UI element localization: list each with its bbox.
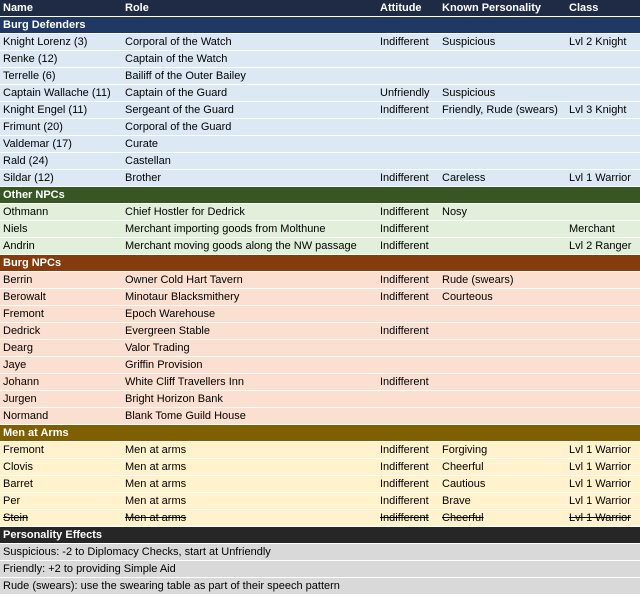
cell-personality[interactable] — [439, 357, 566, 373]
cell-name[interactable]: Othmann — [3, 206, 49, 218]
cell-name[interactable]: Rald (24) — [3, 155, 49, 167]
cell-name[interactable]: Knight Engel (11) — [3, 104, 88, 116]
cell-personality[interactable]: Friendly, Rude (swears) — [442, 104, 558, 116]
cell-role[interactable]: Curate — [125, 138, 159, 150]
cell-attitude[interactable]: Indifferent — [380, 478, 429, 490]
table-row-struck-through — [0, 510, 640, 527]
cell-role[interactable]: Bailiff of the Outer Bailey — [125, 70, 246, 82]
cell-personality[interactable]: Nosy — [442, 206, 468, 218]
cell-name[interactable]: Dearg — [3, 342, 33, 354]
cell-role[interactable]: Captain of the Watch — [125, 53, 228, 65]
cell-name[interactable]: Berowalt — [3, 291, 46, 303]
table-row — [0, 85, 640, 102]
table-row — [0, 68, 640, 85]
cell-role[interactable]: Blank Tome Guild House — [125, 410, 246, 422]
cell-attitude[interactable]: Indifferent — [380, 36, 429, 48]
cell-attitude[interactable]: Indifferent — [380, 291, 429, 303]
cell-name[interactable]: Dedrick — [3, 325, 41, 337]
cell-personality[interactable] — [439, 119, 566, 135]
cell-class[interactable] — [566, 136, 640, 152]
cell-personality[interactable]: Brave — [442, 495, 471, 507]
cell-attitude[interactable]: Indifferent — [380, 104, 429, 116]
cell-class[interactable]: Lvl 2 Ranger — [569, 240, 632, 252]
cell-class[interactable] — [566, 340, 640, 356]
cell-attitude[interactable] — [377, 357, 439, 373]
table-row — [0, 289, 640, 306]
cell-role[interactable]: Merchant moving goods along the NW passage — [125, 240, 357, 252]
cell-attitude[interactable] — [377, 391, 439, 407]
table-row — [0, 442, 640, 459]
cell-attitude[interactable] — [377, 51, 439, 67]
note-row — [0, 578, 640, 595]
cell-personality[interactable] — [439, 374, 566, 390]
cell-attitude[interactable]: Indifferent — [380, 206, 429, 218]
cell-class[interactable] — [566, 357, 640, 373]
cell-personality[interactable]: Suspicious — [442, 36, 496, 48]
table-row — [0, 170, 640, 187]
section-title[interactable]: Other NPCs — [3, 189, 65, 201]
cell-class[interactable]: Lvl 1 Warrior — [569, 495, 631, 507]
cell-class[interactable] — [566, 374, 640, 390]
cell-attitude[interactable] — [377, 68, 439, 84]
cell-name[interactable]: Fremont — [3, 308, 44, 320]
table-row — [0, 374, 640, 391]
cell-class[interactable]: Lvl 2 Knight — [569, 36, 627, 48]
cell-class[interactable]: Lvl 1 Warrior — [569, 478, 631, 490]
header-row — [0, 0, 640, 17]
table-row — [0, 408, 640, 425]
cell-role[interactable]: Valor Trading — [125, 342, 190, 354]
cell-role[interactable]: Men at arms — [125, 444, 187, 456]
cell-role[interactable]: Sergeant of the Guard — [125, 104, 234, 116]
cell-role[interactable]: Men at arms — [125, 461, 187, 473]
cell-class[interactable] — [566, 119, 640, 135]
cell-attitude[interactable]: Indifferent — [380, 223, 429, 235]
cell-personality[interactable] — [439, 238, 566, 254]
cell-personality[interactable] — [439, 153, 566, 169]
cell-personality[interactable] — [439, 408, 566, 424]
cell-name[interactable]: Niels — [3, 223, 28, 235]
cell-name[interactable]: Stein — [3, 512, 29, 524]
cell-name[interactable]: Terrelle (6) — [3, 70, 56, 82]
section-other-npcs — [0, 187, 640, 204]
note-row — [0, 544, 640, 561]
table-row — [0, 340, 640, 357]
cell-name[interactable]: Sildar (12) — [3, 172, 54, 184]
cell-name[interactable]: Clovis — [3, 461, 33, 473]
header-attitude[interactable]: Attitude — [380, 2, 422, 14]
section-men-at-arms — [0, 425, 640, 442]
cell-class[interactable]: Lvl 3 Knight — [569, 104, 627, 116]
cell-attitude[interactable] — [377, 408, 439, 424]
section-title[interactable]: Burg Defenders — [3, 19, 86, 31]
table-row — [0, 204, 640, 221]
cell-role[interactable]: Men at arms — [125, 495, 187, 507]
cell-personality[interactable]: Careless — [442, 172, 486, 184]
cell-class[interactable] — [566, 85, 640, 101]
cell-name[interactable]: Valdemar (17) — [3, 138, 72, 150]
cell-role[interactable]: Chief Hostler for Dedrick — [125, 206, 245, 218]
cell-attitude[interactable] — [377, 153, 439, 169]
section-personality-effects — [0, 527, 640, 544]
cell-name[interactable]: Berrin — [3, 274, 33, 286]
cell-role[interactable]: White Cliff Travellers Inn — [125, 376, 245, 388]
section-burg-defenders — [0, 17, 640, 34]
section-burg-npcs — [0, 255, 640, 272]
note-row — [0, 561, 640, 578]
table-row — [0, 221, 640, 238]
cell-role[interactable]: Brother — [125, 172, 162, 184]
cell-personality[interactable]: Courteous — [442, 291, 493, 303]
table-row — [0, 34, 640, 51]
cell-personality[interactable] — [439, 51, 566, 67]
table-row — [0, 272, 640, 289]
cell-attitude[interactable]: Indifferent — [380, 325, 429, 337]
cell-role[interactable]: Evergreen Stable — [125, 325, 210, 337]
cell-role[interactable]: Owner Cold Hart Tavern — [125, 274, 243, 286]
cell-name[interactable]: Jurgen — [3, 393, 37, 405]
table-row — [0, 306, 640, 323]
table-row — [0, 153, 640, 170]
cell-name[interactable]: Barret — [3, 478, 33, 490]
table-row — [0, 136, 640, 153]
cell-personality[interactable]: Cheerful — [442, 461, 484, 473]
cell-personality[interactable]: Cautious — [442, 478, 486, 490]
cell-name[interactable]: Fremont — [3, 444, 44, 456]
cell-name[interactable]: Knight Lorenz (3) — [3, 36, 88, 48]
cell-role[interactable]: Merchant importing goods from Molthune — [125, 223, 326, 235]
table-row — [0, 51, 640, 68]
cell-personality[interactable] — [439, 340, 566, 356]
cell-class[interactable]: Lvl 1 Warrior — [569, 461, 631, 473]
cell-attitude[interactable]: Indifferent — [380, 172, 429, 184]
table-row — [0, 323, 640, 340]
cell-personality[interactable] — [439, 323, 566, 339]
cell-role[interactable]: Captain of the Guard — [125, 87, 228, 99]
table-row — [0, 391, 640, 408]
cell-class[interactable] — [566, 408, 640, 424]
cell-class[interactable] — [566, 51, 640, 67]
cell-personality[interactable]: Rude (swears) — [442, 274, 514, 286]
cell-attitude[interactable]: Indifferent — [380, 376, 429, 388]
header-role[interactable]: Role — [125, 2, 149, 14]
table-row — [0, 476, 640, 493]
cell-role[interactable]: Bright Horizon Bank — [125, 393, 223, 405]
section-title[interactable]: Men at Arms — [3, 427, 69, 439]
note-text[interactable]: Suspicious: -2 to Diplomacy Checks, start at Unfriendly — [3, 546, 271, 558]
cell-attitude[interactable]: Indifferent — [380, 495, 429, 507]
table-row — [0, 119, 640, 136]
cell-personality[interactable]: Forgiving — [442, 444, 488, 456]
cell-attitude[interactable]: Indifferent — [380, 461, 429, 473]
section-title[interactable]: Burg NPCs — [3, 257, 62, 269]
cell-personality[interactable] — [439, 136, 566, 152]
cell-personality[interactable]: Cheerful — [442, 512, 484, 524]
cell-name[interactable]: Normand — [3, 410, 49, 422]
table-row — [0, 459, 640, 476]
cell-attitude[interactable]: Indifferent — [380, 274, 429, 286]
cell-class[interactable] — [566, 289, 640, 305]
cell-role[interactable]: Castellan — [125, 155, 171, 167]
cell-attitude[interactable] — [377, 340, 439, 356]
cell-attitude[interactable]: Indifferent — [380, 240, 429, 252]
header-name[interactable]: Name — [3, 2, 33, 14]
cell-name[interactable]: Jaye — [3, 359, 27, 371]
cell-personality[interactable] — [439, 306, 566, 322]
cell-role[interactable]: Corporal of the Watch — [125, 36, 232, 48]
cell-role[interactable]: Corporal of the Guard — [125, 121, 232, 133]
cell-attitude[interactable]: Indifferent — [380, 444, 429, 456]
cell-class[interactable] — [566, 323, 640, 339]
section-title[interactable]: Personality Effects — [3, 529, 103, 541]
cell-name[interactable]: Andrin — [3, 240, 35, 252]
table-row — [0, 102, 640, 119]
cell-name[interactable]: Frimunt (20) — [3, 121, 63, 133]
cell-attitude[interactable]: Indifferent — [380, 512, 429, 524]
table-row — [0, 357, 640, 374]
cell-role[interactable]: Griffin Provision — [125, 359, 203, 371]
cell-class[interactable] — [566, 204, 640, 220]
cell-class[interactable]: Lvl 1 Warrior — [569, 172, 631, 184]
cell-class[interactable] — [566, 306, 640, 322]
note-text[interactable]: Friendly: +2 to providing Simple Aid — [3, 563, 176, 575]
cell-name[interactable]: Captain Wallache (11) — [3, 87, 111, 99]
header-class[interactable]: Class — [569, 2, 599, 14]
cell-class[interactable] — [566, 391, 640, 407]
cell-attitude[interactable] — [377, 306, 439, 322]
cell-role[interactable]: Men at arms — [125, 512, 187, 524]
cell-personality[interactable] — [439, 68, 566, 84]
cell-role[interactable]: Minotaur Blacksmithery — [125, 291, 240, 303]
cell-personality[interactable] — [439, 221, 566, 237]
header-personality[interactable]: Known Personality — [442, 2, 542, 14]
cell-role[interactable]: Epoch Warehouse — [125, 308, 216, 320]
cell-name[interactable]: Johann — [3, 376, 40, 388]
cell-personality[interactable]: Suspicious — [442, 87, 496, 99]
cell-role[interactable]: Men at arms — [125, 478, 187, 490]
cell-personality[interactable] — [439, 391, 566, 407]
cell-attitude[interactable] — [377, 119, 439, 135]
cell-class[interactable] — [566, 68, 640, 84]
cell-attitude[interactable] — [377, 136, 439, 152]
cell-name[interactable]: Renke (12) — [3, 53, 58, 65]
cell-class[interactable] — [566, 153, 640, 169]
cell-class[interactable]: Lvl 1 Warrior — [569, 444, 631, 456]
cell-class[interactable]: Merchant — [569, 223, 615, 235]
note-text[interactable]: Rude (swears): use the swearing table as part of their speech pattern — [3, 580, 340, 592]
cell-class[interactable] — [566, 272, 640, 288]
table-row — [0, 493, 640, 510]
cell-name[interactable]: Per — [3, 495, 21, 507]
table-row — [0, 238, 640, 255]
cell-attitude[interactable]: Unfriendly — [380, 87, 430, 99]
cell-class[interactable]: Lvl 1 Warrior — [569, 512, 631, 524]
